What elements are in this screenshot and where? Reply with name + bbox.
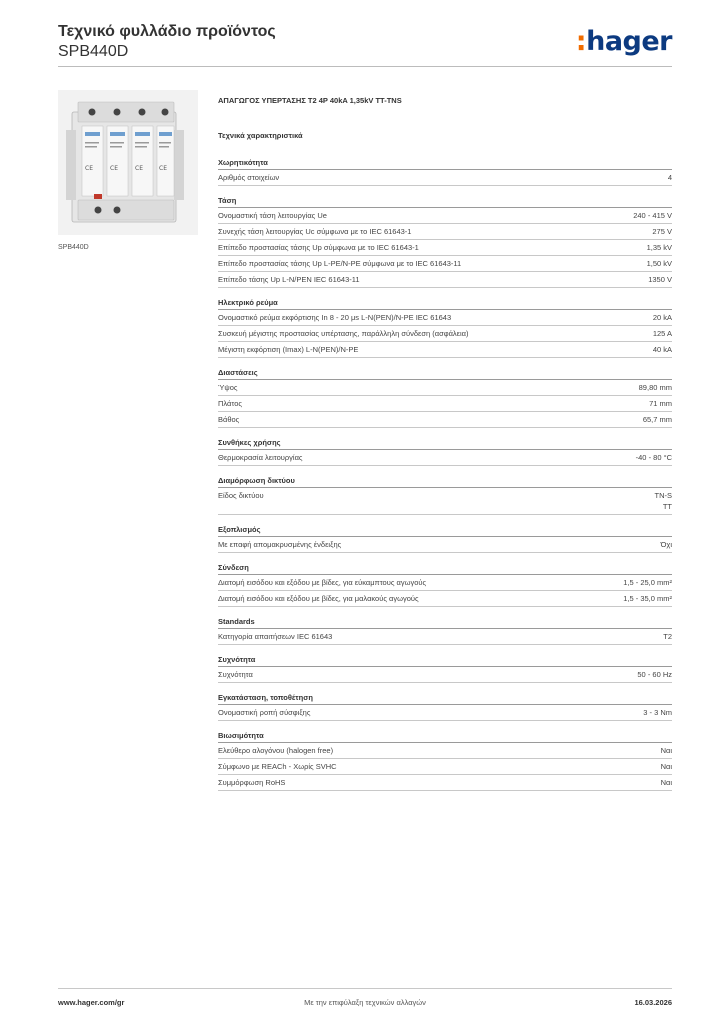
spec-value: 1,5 - 25,0 mm² [623,578,672,587]
spec-row [218,488,672,515]
spec-group [218,196,672,288]
spec-row [218,412,672,428]
spec-row [218,256,672,272]
spec-label: Αριθμός στοιχείων [218,173,280,182]
spec-group [218,476,672,515]
product-image [58,90,198,235]
spec-row [218,396,672,412]
spec-label: Συχνότητα [218,670,253,679]
page-header [58,22,276,62]
spec-label: Μέγιστη εκφόρτιση (Imax) L-N(PEN)/N-PE [218,345,359,354]
spec-value: -40 - 80 °C [635,453,672,462]
spec-value: 20 kA [652,313,672,322]
spec-group [218,563,672,607]
product-description: ΑΠΑΓΩΓΟΣ ΥΠΕΡΤΑΣΗΣ Τ2 4P 40kA 1,35kV TT-TNS [218,96,402,105]
image-caption: SPB440D [58,244,89,251]
spec-value: 1350 V [648,275,672,284]
spec-label: Σύμφωνο με REACh - Χωρίς SVHC [218,762,337,771]
spec-row [218,667,672,683]
spec-label: Επίπεδο τάσης Up L-N/PEN IEC 61643-11 [218,275,360,284]
spec-group-title: Βιωσιμότητα [218,731,672,743]
spec-content [218,96,672,801]
spec-row [218,272,672,288]
spec-row [218,240,672,256]
spec-group [218,693,672,721]
spec-group [218,368,672,428]
device-body [66,102,184,222]
spec-value: 40 kA [652,345,672,354]
spec-value: 71 mm [649,399,672,408]
spec-label: Βάθος [218,415,240,424]
footer-divider [58,988,672,989]
spec-label: Ονομαστικό ρεύμα εκφόρτισης In 8 - 20 μs L-N(PEN)/N-PE IEC 61643 [218,313,452,322]
spec-group-title: Χωρητικότητα [218,158,672,170]
spec-group-title: Διαστάσεις [218,368,672,380]
spec-row [218,170,672,186]
spec-label: Πλάτος [218,399,243,408]
spec-label: Κατηγορία απαιτήσεων IEC 61643 [218,632,333,641]
spec-row [218,629,672,645]
footer-disclaimer: Με την επιφύλαξη τεχνικών αλλαγών [304,998,426,1007]
product-code: SPB440D [58,43,129,60]
spec-row [218,208,672,224]
spec-group [218,731,672,791]
spec-label: Επίπεδο προστασίας τάσης Up σύμφωνα με το IEC 61643-1 [218,243,419,252]
spec-label: Με επαφή απομακρυσμένης ένδειξης [218,540,342,549]
spec-label: Ονομαστική τάση λειτουργίας Ue [218,211,327,220]
spec-groups [218,158,672,791]
spec-group-title: Συχνότητα [218,655,672,667]
spec-row [218,310,672,326]
spec-value: 3 - 3 Nm [643,708,672,717]
spec-row [218,537,672,553]
spec-label: Ελεύθερο αλογόνου (halogen free) [218,746,334,755]
section-title: Τεχνικά χαρακτηριστικά [218,131,303,140]
spec-row [218,591,672,607]
spec-label: Συνεχής τάση λειτουργίας Uc σύμφωνα με το IEC 61643-1 [218,227,412,236]
spec-value: 1,50 kV [646,259,672,268]
spec-row [218,705,672,721]
spec-label: Ύψος [218,383,238,392]
svg-text:CE: CE [159,165,167,172]
svg-text:CE: CE [85,165,93,172]
spec-group-title: Standards [218,617,672,629]
spec-group [218,525,672,553]
spec-group [218,158,672,186]
spec-value: TN-S TT [654,491,672,511]
spec-label: Συμμόρφωση RoHS [218,778,286,787]
spec-row [218,743,672,759]
spec-value: 240 - 415 V [633,211,672,220]
logo-dots: : [575,26,587,57]
spec-value: T2 [663,632,672,641]
spec-value: Ναι [660,778,672,787]
spec-value: 1,5 - 35,0 mm² [623,594,672,603]
spec-group-title: Εξοπλισμός [218,525,672,537]
spec-group [218,438,672,466]
spec-label: Διατομή εισόδου και εξόδου με βίδες, για μαλακούς αγωγούς [218,594,419,603]
spec-value: 275 V [652,227,672,236]
header-divider [58,66,672,67]
hager-logo[interactable] [576,26,672,57]
spec-group-title: Ηλεκτρικό ρεύμα [218,298,672,310]
spec-value: 4 [667,173,672,182]
spec-group [218,617,672,645]
logo-text: hager [586,26,672,57]
spec-row [218,575,672,591]
spec-row [218,224,672,240]
spec-label: Επίπεδο προστασίας τάσης Up L-PE/N-PE σύμφωνα με το IEC 61643-11 [218,259,462,268]
spec-group-title: Εγκατάσταση, τοποθέτηση [218,693,672,705]
spec-label: Διατομή εισόδου και εξόδου με βίδες, για εύκαμπτους αγωγούς [218,578,427,587]
spec-value: 125 A [652,329,672,338]
spec-value: 65,7 mm [642,415,672,424]
spec-row [218,326,672,342]
svg-text:CE: CE [110,165,118,172]
spec-group-title: Τάση [218,196,672,208]
spec-label: Είδος δικτύου [218,491,264,500]
spec-group [218,655,672,683]
spec-label: Θερμοκρασία λειτουργίας [218,453,303,462]
spec-value: Ναι [660,746,672,755]
spec-group-title: Συνθήκες χρήσης [218,438,672,450]
spec-label: Ονομαστική ροπή σύσφιξης [218,708,311,717]
spec-row [218,759,672,775]
spec-row [218,775,672,791]
spec-row [218,342,672,358]
spec-group-title: Διαμόρφωση δικτύου [218,476,672,488]
spec-value: 89,80 mm [638,383,672,392]
spec-row [218,380,672,396]
spec-row [218,450,672,466]
spec-group [218,298,672,358]
document-title: Τεχνικό φυλλάδιο προϊόντος [58,23,276,40]
svg-text:CE: CE [135,165,143,172]
spec-group-title: Σύνδεση [218,563,672,575]
footer-date: 16.03.2026 [634,998,672,1007]
footer-website-link[interactable]: www.hager.com/gr [58,998,125,1007]
spec-value: 50 - 60 Hz [637,670,672,679]
spec-value: Όχι [660,540,672,549]
spec-value: Ναι [660,762,672,771]
spec-value: 1,35 kV [646,243,672,252]
page-footer [58,988,672,1012]
spec-label: Συσκευή μέγιστης προστασίας υπέρτασης, παράλληλη σύνδεση (ασφάλεια) [218,329,469,338]
